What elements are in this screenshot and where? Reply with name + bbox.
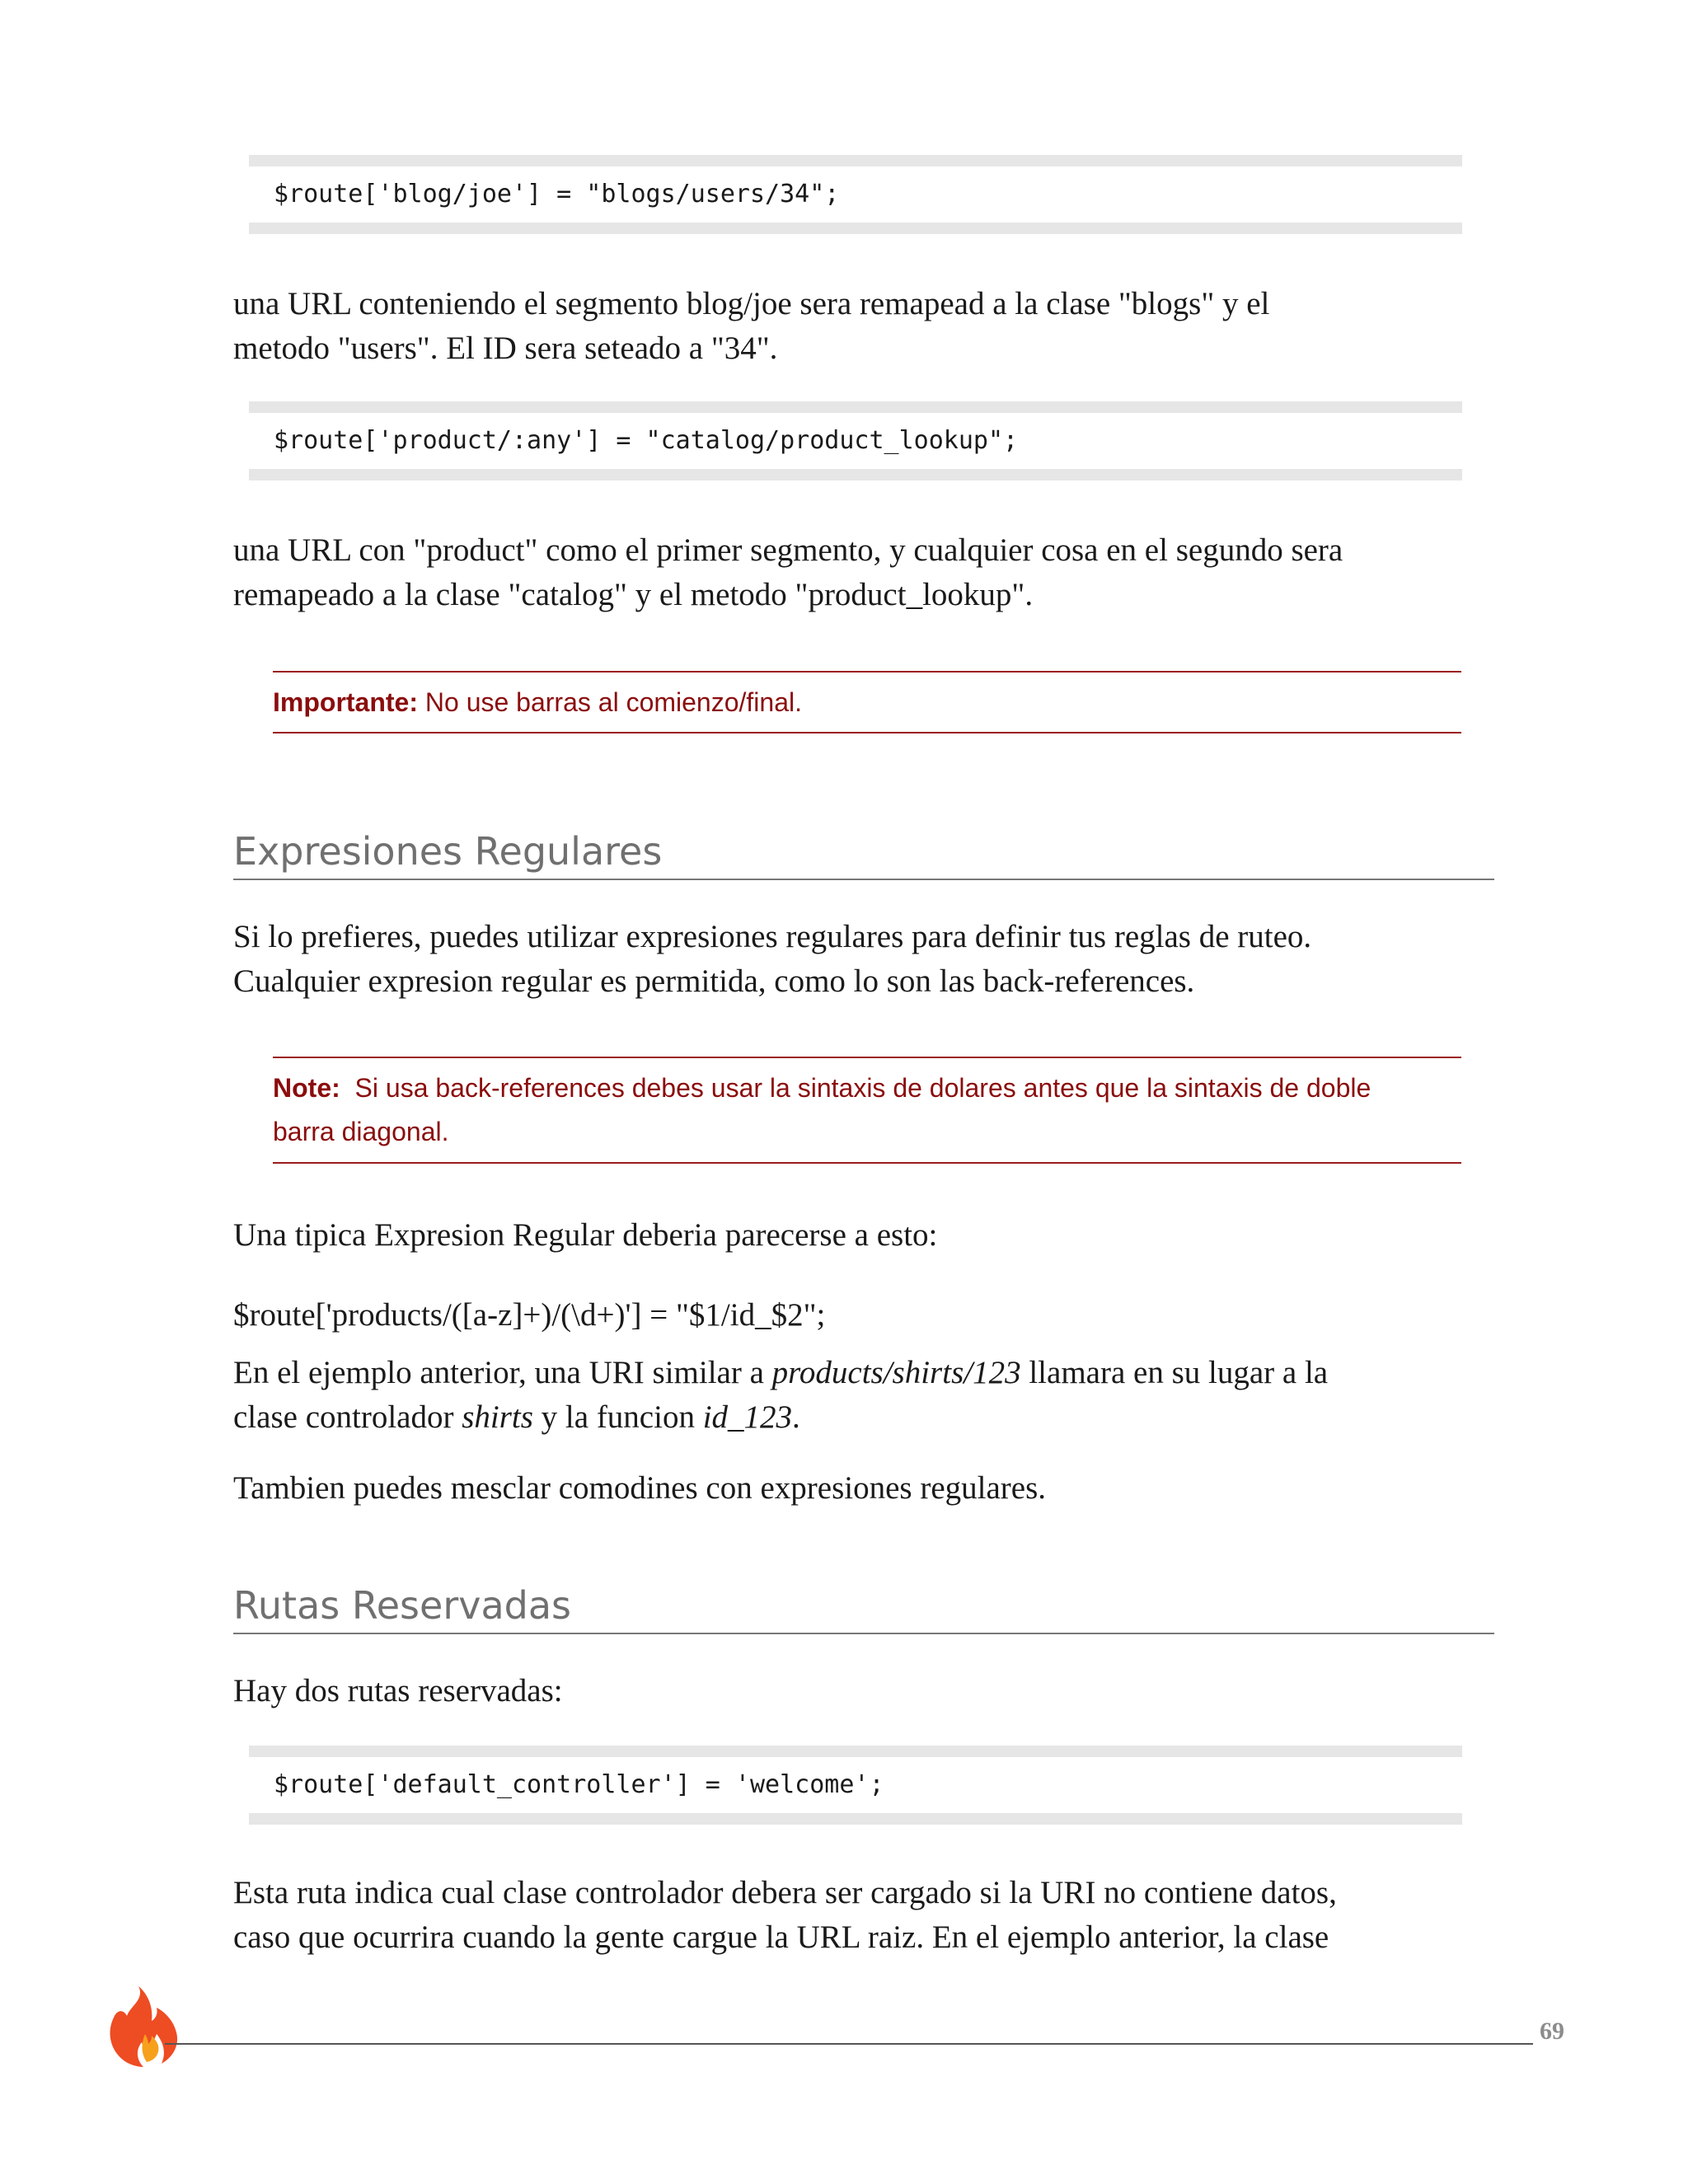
paragraph-regex-intro [233, 915, 1503, 1004]
paragraph-line: remapeado a la clase "catalog" y el metodo "product_lookup". [233, 577, 1034, 612]
paragraph-line: Hay dos rutas reservadas: [233, 1673, 563, 1708]
heading-text: Expresiones Regulares [233, 829, 663, 874]
section-heading-regular-expressions [233, 823, 1494, 880]
paragraph-line: Una tipica Expresion Regular deberia parecerse a esto: [233, 1217, 938, 1253]
code-block-1 [249, 155, 1462, 234]
emphasis-path: products/shirts/123 [771, 1355, 1021, 1390]
emphasis-controller: shirts [462, 1399, 533, 1435]
paragraph-line: caso que ocurrira cuando la gente cargue la URL raiz. En el ejemplo anterior, la clase [233, 1919, 1329, 1955]
note-label: Importante: [273, 687, 418, 717]
paragraph-line: una URL conteniendo el segmento blog/joe sera remapead a la clase "blogs" y el [233, 286, 1270, 321]
heading-text: Rutas Reservadas [233, 1583, 572, 1628]
paragraph-line: Esta ruta indica cual clase controlador debera ser cargado si la URI no contiene datos, [233, 1875, 1337, 1910]
code-block-2 [249, 401, 1462, 480]
paragraph-line: $route['products/([a-z]+)/(\d+)'] = "$1/id_$2"; [233, 1297, 826, 1333]
paragraph-wildcards [233, 1466, 1503, 1511]
section-heading-reserved-routes [233, 1577, 1494, 1634]
page-number: 69 [1540, 2018, 1564, 2045]
emphasis-function: id_123 [702, 1399, 793, 1435]
text-run: En el ejemplo anterior, una URI similar a [233, 1355, 772, 1390]
code-text: $route['default_controller'] = 'welcome'; [274, 1770, 884, 1799]
paragraph-line: una URL con "product" como el primer segmento, y cualquier cosa en el segundo sera [233, 532, 1343, 568]
code-text: $route['blog/joe'] = "blogs/users/34"; [274, 180, 840, 209]
code-text: $route['product/:any'] = "catalog/product_lookup"; [274, 426, 1019, 455]
paragraph-reserved-routes [233, 1669, 1503, 1713]
important-note [273, 671, 1461, 733]
note-label: Note: [273, 1073, 340, 1103]
paragraph-line: Cualquier expresion regular es permitida, como lo son las back-references. [233, 963, 1195, 999]
code-block-3 [249, 1746, 1462, 1825]
text-run: y la funcion [532, 1399, 703, 1435]
paragraph-product-remap [233, 528, 1503, 617]
back-references-note [273, 1057, 1461, 1164]
paragraph-default-controller [233, 1871, 1503, 1960]
text-run: clase controlador [233, 1399, 462, 1435]
paragraph-line [233, 1395, 1503, 1440]
note-text: Si usa back-references debes usar la sintaxis de dolares antes que la sintaxis de doble [340, 1073, 1372, 1103]
text-run: llamara en su lugar a la [1020, 1355, 1329, 1390]
paragraph-line: Tambien puedes mesclar comodines con expresiones regulares. [233, 1470, 1047, 1506]
codeigniter-flame-icon [106, 1985, 180, 2067]
note-text: barra diagonal. [273, 1117, 449, 1146]
footer-rule [165, 2043, 1533, 2045]
paragraph-typical-regex [233, 1213, 1503, 1258]
note-text: No use barras al comienzo/final. [418, 687, 802, 717]
paragraph-line [233, 1351, 1503, 1395]
paragraph-blog-remap [233, 282, 1503, 371]
paragraph-regex-explanation [233, 1351, 1503, 1440]
paragraph-regex-example [233, 1293, 1503, 1338]
paragraph-line: metodo "users". El ID sera seteado a "34". [233, 330, 778, 366]
paragraph-line: Si lo prefieres, puedes utilizar expresiones regulares para definir tus reglas de ruteo. [233, 919, 1312, 954]
text-run: . [792, 1399, 800, 1435]
